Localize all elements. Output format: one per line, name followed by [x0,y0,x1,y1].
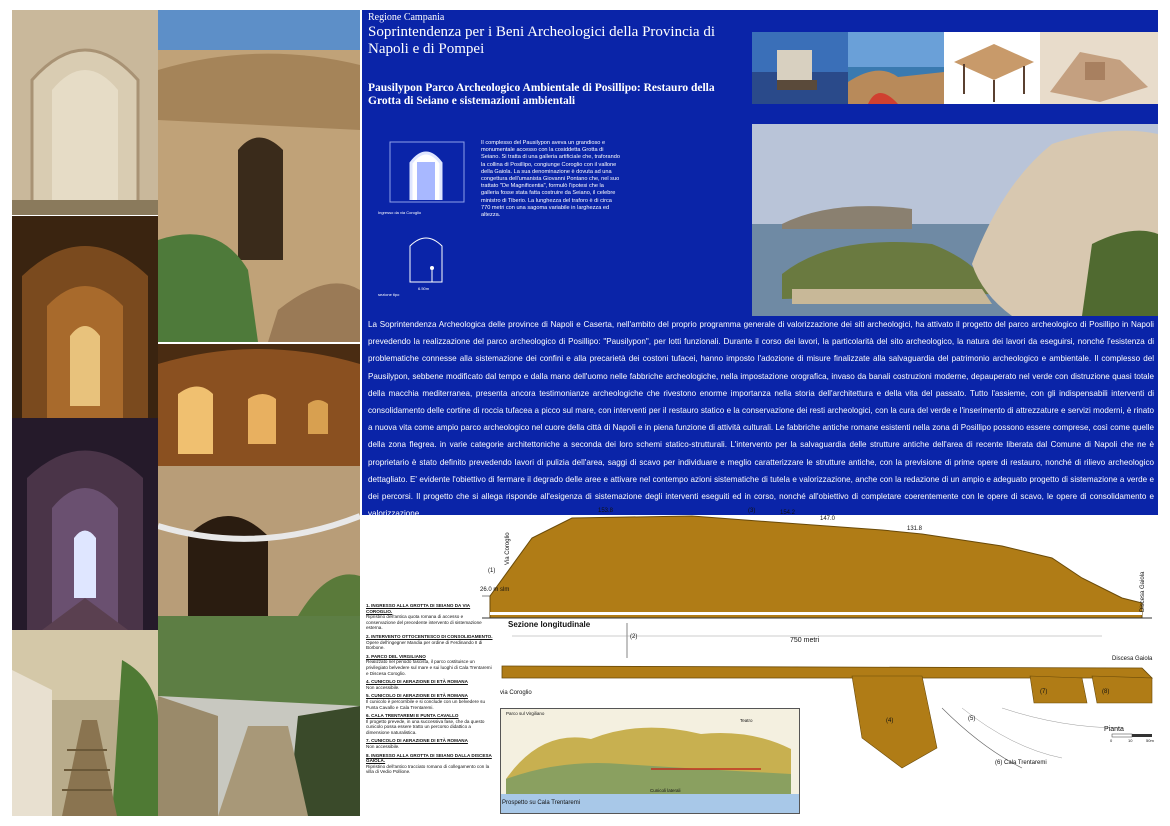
plan-cunicolo-4 [852,676,937,768]
legend-item-title: 1. INGRESSO ALLA GROTTA DI SEIANO DA VIA COROGLIO. [366,603,471,614]
legend-item-title: 2. INTERVENTO OTTOCENTESCO DI CONSOLIDAMENTO. [366,633,493,639]
legend-item-title: 6. CALA TRENTAREMI E PUNTA CAVALLO [366,713,459,719]
plan-cunicolo-8 [1092,676,1152,703]
scale-label: 50m [1146,738,1154,743]
legend-item-title: 7. CUNICOLO DI AERAZIONE DI ETÀ ROMANA [366,738,468,744]
scale-label: 0 [1110,738,1113,743]
garden-path-drawing [158,616,360,816]
legend-item-text: Non accessibile. [366,744,400,750]
legend-item-title: 5. CUNICOLO DI AERAZIONE DI ETÀ ROMANA [366,693,468,699]
stairs-path-drawing [12,630,158,816]
entrance-plan-sketch [376,138,468,208]
scale-label: 10 [1128,738,1133,743]
tunnel-exterior-drawing [158,10,360,342]
prospetto-teatro-label: Teatro [740,718,753,723]
legend-item-text: Il progetto prevede, in una successiva fase, che da questo cunicolo possa essere tratto un percorso didattico a dimensione naturalistica. [366,718,485,735]
section-width-label: 6.50m [418,286,430,291]
page-title: Soprintendenza per i Beni Archeologici della Provincia di Napoli e di Pompei [368,24,715,57]
tunnel-interior-2-drawing [12,418,158,630]
legend-item-text: Non accessibile. [366,684,400,690]
plan-via-label: via Coroglio [500,690,532,696]
main-description: La Soprintendenza Archeologica delle province di Napoli e Caserta, nell'ambito del proprio programma generale di valorizzazione dei siti archeologici, ha attivato il progetto del parco archeologico di Posillipo in Napoli prevedendo la realizzazione del parco archeologico di Posillipo: "Pausilypon", per lotti funzionali. Durante il corso dei lavori, la particolarità del sito archeologico, la natura dei lavori da eseguirsi, nonché l'esistenza di problematiche connesse alla sistemazione dei confini e alla precarietà dei costoni tufacei, hanno imposto l'adozione di misure finalizzate alla salvaguardia del patrimonio archeologico e ambientale. Il complesso del Pausilypon, sebbene modificato dal tempo e dalla mano dell'uomo nelle fabbriche archeologiche, nella impostazione orografica, invaso da banali costruzioni moderne, depauperato nel verde con distruzione quasi totale della macchia mediterranea, presenta ancora testimonianze archeologiche che rivestono enorme importanza nella storia dell'architettura e della vita del passato. Tutto l'assieme, con gli indispensabili interventi di consolidamento delle cortine di roccia tufacea a picco sul mare, con interventi per il restauro statico e la conservazione dei resti archeologici, con la cura del verde e l'inserimento di attrezzature e servizi moderni, è rinato a nuova vita come ampio parco archeologico nel cuore della città di Napoli e in piena funzione di attività culturali. Le fabbriche antiche romane esistenti nella zona di Posillipo possono essere comprese, così come quelle della zona flegrea. in varie categorie architettoniche a seconda dei loro schemi statico-strutturali. L'intervento per la salvaguardia delle strutture antiche dell'area di recente liberata dal Comune di Napoli che ne è proprietario è stato definito prevedendo lavori di pulizia dell'area, saggi di scavo per individuare e meglio caratterizzare le strutture antiche, con la previsione di prime opere di restauro, nonché di rilievo archeologico dettagliato. E' evidente l'obiettivo di fermare il degrado delle aree e attivare nel contempo azioni sistematiche di tutela e valorizzazione, anche con la redazione di un ampio e adeguato progetto di sistemazione a verde e dei percorsi. Il progetto che si allega risponde all'esigenza di sistemazione degli interventi eseguiti ed in corso, nonché all'obiettivo di completare coerentemente con le opere di scavo, le opere di consolidamento e valorizzazione. [368,320,1154,519]
entrance-plan-label: Ingresso da via Coroglio [378,210,422,215]
render-ruins [1040,32,1158,104]
photo-coast [848,32,944,104]
render-pergola [944,32,1040,104]
photo-tunnel-lit [158,344,360,466]
section-marker-1: (1) [488,568,496,574]
section-profile [490,516,1142,618]
elevation-label: 153.8 [598,508,614,514]
region-label: Regione Campania [368,12,445,23]
intro-paragraph: Il complesso del Pausilypon aveva un grandioso e monumentale accesso con la cosiddetta Grotta di Seiano. Si tratta di una galleria artificiale che, traforando la collina di Posillipo, congiunge Coroglio con il vallone della Gaiola. La sua denominazione è dovuta ad una congettura dell'umanista Giovanni Pontano che, nel suo trattato "De Magnificentia", formulò l'ipotesi che la galleria fosse stata fatta costruire da Seiano, il celebre ministro di Tiberio. La lunghezza del traforo è di circa 770 metri con una sagoma variabile in larghezza ed altezza. [481,140,620,219]
discesa-label: Discesa Gaiola [1140,571,1146,612]
section-type-sketch [404,232,448,286]
plan-cala-label: (6) Cala Trentaremi [995,760,1047,766]
legend-item-title: 4. CUNICOLO DI AERAZIONE DI ETÀ ROMANA [366,679,468,685]
photo-garden-path [158,616,360,816]
tunnel-band [490,612,1142,615]
tunnel-net-drawing [158,466,360,616]
plan-cunicolo-7 [1030,676,1087,703]
prospetto-top-label: Parco sul Virgiliano [506,711,545,716]
plan-pianta-label: Pianta [1104,726,1124,733]
plan-marker-7: (7) [1040,689,1048,695]
prospetto-caption: Prospetto su Cala Trentaremi [502,800,581,806]
elevation-label: 154.2 [780,510,796,516]
legend-item-text: Ripristino dell'antica quota romana di accesso e conservazione del precedente intervento di sistemazione esterna. [366,614,482,631]
legend-item-text: Il cunicolo è percorribile e si conclude con un belvedere su Punta Cavallo e Cala Trentaremi. [366,698,485,710]
legend-item-text: Realizzato nel periodo fascista, il parco costituisce un privilegiato belvedere sul mare e sui luoghi di Cala Trentaremi e Discesa Coroglio. [366,659,492,676]
plan-marker-8: (8) [1102,689,1110,695]
section-title: Sezione longitudinale [508,620,591,629]
photo-tunnel-interior-2 [12,418,158,630]
section-marker-2: (2) [630,634,638,640]
plan-discesa-label: Discesa Gaiola [1112,656,1153,662]
plan-cala-area [942,708,1022,768]
project-subtitle: Pausilypon Parco Archeologico Ambientale di Posillipo: Restauro della Grotta di Seiano e sistemazioni ambientali [368,82,715,107]
tunnel-interior-1-drawing [12,216,158,418]
plan-marker-5: (5) [968,716,976,722]
section-type-label: sezione tipo [378,292,400,297]
photo-tunnel-exterior [158,10,360,342]
tunnel-lit-drawing [158,344,360,466]
prospetto-drawing [500,708,800,814]
photo-tunnel-interior-1 [12,216,158,418]
photo-panorama-cliffs [752,124,1158,316]
road-label: Via Coroglio [505,532,511,565]
legend-item-text: Opere dell'ingegner Mandia per ordine di Ferdinando II di Borbone. [366,639,483,651]
photo-tunnel-net [158,466,360,616]
plan-tunnel [502,666,1152,678]
prospetto-cunicoli-label: Cunicoli laterali [650,788,681,793]
elevation-label: 147.0 [820,516,836,522]
legend-item-title: 8. INGRESSO ALLA GROTTA DI SEIANO DALLA DISCESA GAIOLA. [366,752,492,764]
tunnel-entrance-drawing [12,10,158,215]
photo-stairs-path [12,630,158,816]
photo-sea-villa [752,32,848,104]
length-label: 750 metri [790,637,820,644]
elevation-label: (3) [748,508,756,514]
elevation-label: 131.8 [907,526,923,532]
legend-item-text: Ripristino dell'antico tracciato romano di collegamento con la villa di Vedio Pollione. [366,763,490,775]
legend-item-title: 3. PARCO DEL VIRGILIANO [366,653,426,659]
sea-level-label: 26.0 m slm [480,587,510,593]
plan-marker-4: (4) [886,718,894,724]
photo-tunnel-entrance [12,10,158,215]
